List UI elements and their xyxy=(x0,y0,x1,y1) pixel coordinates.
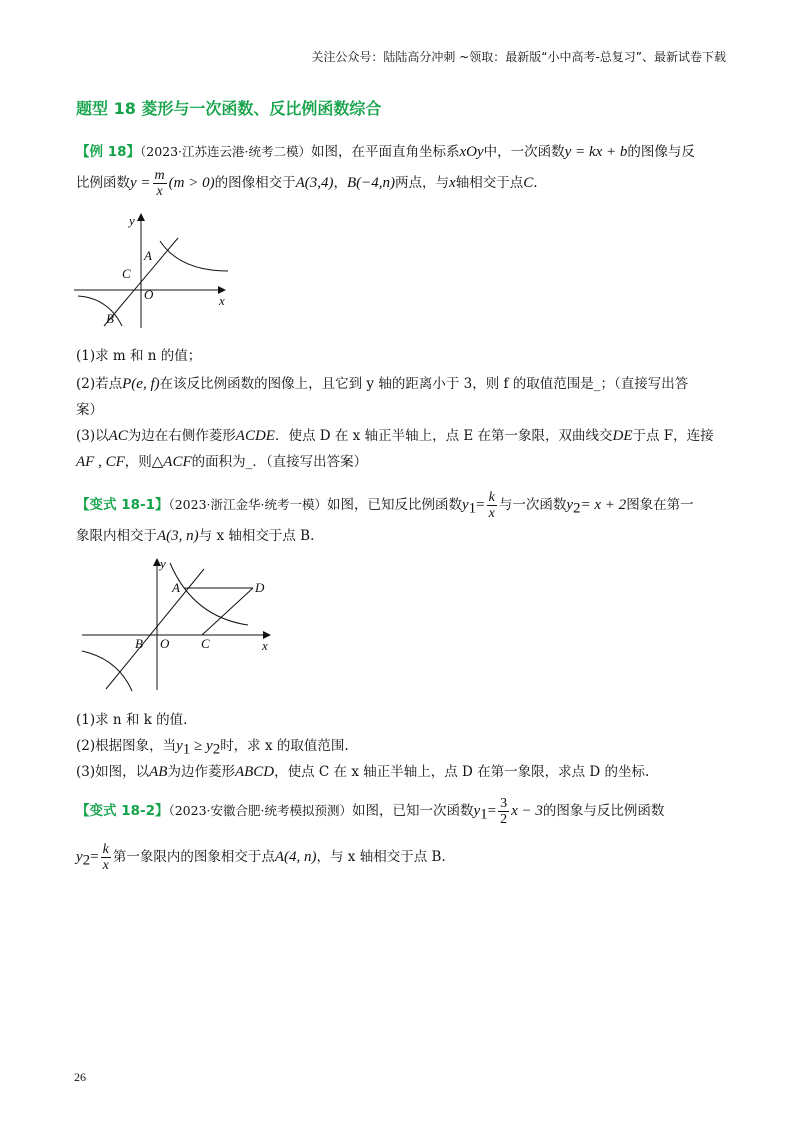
text: 的图像相交于 xyxy=(214,175,296,191)
label-A: A xyxy=(172,580,180,595)
label-y: y xyxy=(160,556,166,571)
math: AC xyxy=(108,428,128,444)
var1-figure xyxy=(78,555,278,695)
fraction-numerator: 3 xyxy=(500,796,508,811)
text: 于点 F，连接 xyxy=(632,428,714,444)
math: y xyxy=(76,849,83,865)
ex18-source: （2023·江苏连云港·统考二模） xyxy=(140,144,312,159)
label-B: B xyxy=(135,636,143,651)
var1-line2 xyxy=(76,524,314,545)
math: AF , CF xyxy=(76,454,125,470)
math: x xyxy=(449,175,456,191)
subscript: 1 xyxy=(182,741,191,758)
ex18-figure xyxy=(70,208,235,333)
text: ．使点 D 在 x 轴正半轴上，点 E 在第一象限，双曲线交 xyxy=(274,428,613,444)
math: (m > 0) xyxy=(168,175,215,191)
var2-tag: 【变式 18-2】 xyxy=(76,803,169,819)
math: ACDE xyxy=(235,428,275,444)
label-O: O xyxy=(144,287,154,302)
label-O: O xyxy=(160,636,170,651)
text: (2)根据图象，当 xyxy=(76,738,177,754)
fraction-denominator: x xyxy=(156,184,163,199)
math: AB xyxy=(149,764,168,780)
var2-line2 xyxy=(76,842,446,873)
math: y xyxy=(462,497,469,513)
ex18-q1: (1)求 m 和 n 的值； xyxy=(76,348,202,364)
math: P(e, f) xyxy=(122,376,160,392)
ex18-q3-line2 xyxy=(76,450,367,471)
fraction xyxy=(101,842,111,873)
label-D: D xyxy=(255,580,265,595)
math: ≥ y xyxy=(190,738,213,754)
text: 的图像与反 xyxy=(627,144,695,160)
subscript: 2 xyxy=(212,741,221,758)
text: (3)以 xyxy=(76,428,109,444)
math: C xyxy=(523,175,534,191)
text: 的图象与反比例函数 xyxy=(542,803,665,819)
text: (3)如图，以 xyxy=(76,764,150,780)
text: 如图，已知一次函数 xyxy=(352,803,474,819)
label-y: y xyxy=(129,213,135,228)
ex18-line2 xyxy=(76,168,538,199)
math: y xyxy=(566,497,574,513)
text: 为边作菱形 xyxy=(167,764,235,780)
subscript: 2 xyxy=(573,500,581,517)
page-header: 关注公众号：陆陆高分冲刺 ~领取：最新版“小中高考-总复习”、最新试卷下载 xyxy=(311,50,726,64)
math: △ACF xyxy=(151,454,192,470)
text: ， xyxy=(333,175,348,191)
label-A: A xyxy=(144,248,152,263)
text: 比例函数 xyxy=(76,175,130,191)
subscript: 1 xyxy=(468,500,477,517)
text: 第一象限内的图象相交于点 xyxy=(112,849,275,865)
label-x: x xyxy=(219,293,225,308)
hyperbola-branch-1 xyxy=(160,241,228,271)
subscript: 2 xyxy=(82,852,91,869)
text: (2)若点 xyxy=(76,376,123,392)
label-x: x xyxy=(262,638,268,653)
ex18-q2-line2: 案） xyxy=(76,402,103,418)
math: = xyxy=(476,497,485,513)
fraction-numerator: k xyxy=(102,842,109,857)
text: 的面积为_．（直接写出答案） xyxy=(191,454,368,470)
label-C: C xyxy=(201,636,210,651)
fraction-denominator: 2 xyxy=(500,812,508,827)
math: A(4, n) xyxy=(274,849,317,865)
text: 为边在右侧作菱形 xyxy=(127,428,236,444)
label-B: B xyxy=(106,311,114,326)
math: = xyxy=(487,803,497,819)
var1-tag: 【变式 18-1】 xyxy=(76,497,169,513)
fraction xyxy=(487,490,497,521)
text: . xyxy=(533,175,538,191)
var2-source: （2023·安徽合肥·统考模拟预测） xyxy=(168,803,352,818)
hyperbola-branch-2 xyxy=(78,296,122,326)
fraction-denominator: x xyxy=(102,858,109,873)
math: A(3,4) xyxy=(295,175,334,191)
fraction-denominator: x xyxy=(488,506,495,521)
var1-q2 xyxy=(76,734,349,759)
math: A(3, n) xyxy=(157,528,199,544)
math: DE xyxy=(612,428,633,444)
text: ，使点 C 在 x 轴正半轴上，点 D 在第一象限，求点 D 的坐标. xyxy=(274,764,650,780)
math: = x + 2 xyxy=(580,497,627,513)
fraction-numerator: m xyxy=(154,168,165,183)
text: 时，求 x 的取值范围. xyxy=(220,738,349,754)
math: y xyxy=(473,803,481,819)
text: 在该反比例函数的图像上，且它到 y 轴的距离小于 3，则 f 的取值范围是_；（直接写出答 xyxy=(159,376,689,392)
text: 与一次函数 xyxy=(498,497,567,513)
text: 象限内相交于 xyxy=(76,528,157,544)
var1-q3 xyxy=(76,760,649,781)
ex18-q2-line1 xyxy=(76,372,688,393)
text: 如图，已知反比例函数 xyxy=(327,497,462,513)
hyperbola-branch-1 xyxy=(170,563,248,625)
ex18-line1 xyxy=(76,140,695,161)
math: xOy xyxy=(459,144,484,160)
text: 与 x 轴相交于点 B. xyxy=(198,528,315,544)
var1-source: （2023·浙江金华·统考一模） xyxy=(168,497,327,512)
fraction xyxy=(498,796,509,827)
text: 如图，在平面直角坐标系 xyxy=(311,144,460,160)
math: x − 3 xyxy=(511,803,543,819)
math: = xyxy=(90,849,99,865)
text: 中，一次函数 xyxy=(483,144,565,160)
text: 两点，与 xyxy=(395,175,450,191)
section-title: 题型 18 菱形与一次函数、反比例函数综合 xyxy=(76,99,382,118)
fraction-numerator: k xyxy=(488,490,495,505)
math: ABCD xyxy=(234,764,275,780)
label-C: C xyxy=(122,266,131,281)
text: 轴相交于点 xyxy=(455,175,524,191)
var1-q1: (1)求 n 和 k 的值. xyxy=(76,712,188,728)
var2-line1 xyxy=(76,796,664,827)
hyperbola-branch-2 xyxy=(82,651,132,691)
math: y xyxy=(176,738,183,754)
var1-line1 xyxy=(76,490,694,521)
ex18-q3-line1 xyxy=(76,424,714,445)
linear-function-line xyxy=(106,569,204,689)
text: ，与 x 轴相交于点 B. xyxy=(316,849,446,865)
page-number: 26 xyxy=(74,1070,86,1084)
text: ，则 xyxy=(124,454,152,470)
math: y = kx + b xyxy=(564,144,628,160)
text: 图象在第一 xyxy=(626,497,694,513)
fraction xyxy=(153,168,167,199)
math: y = xyxy=(130,175,151,191)
subscript: 1 xyxy=(480,806,488,823)
ex18-tag: 【例 18】 xyxy=(76,144,140,160)
math: B(−4,n) xyxy=(347,175,396,191)
